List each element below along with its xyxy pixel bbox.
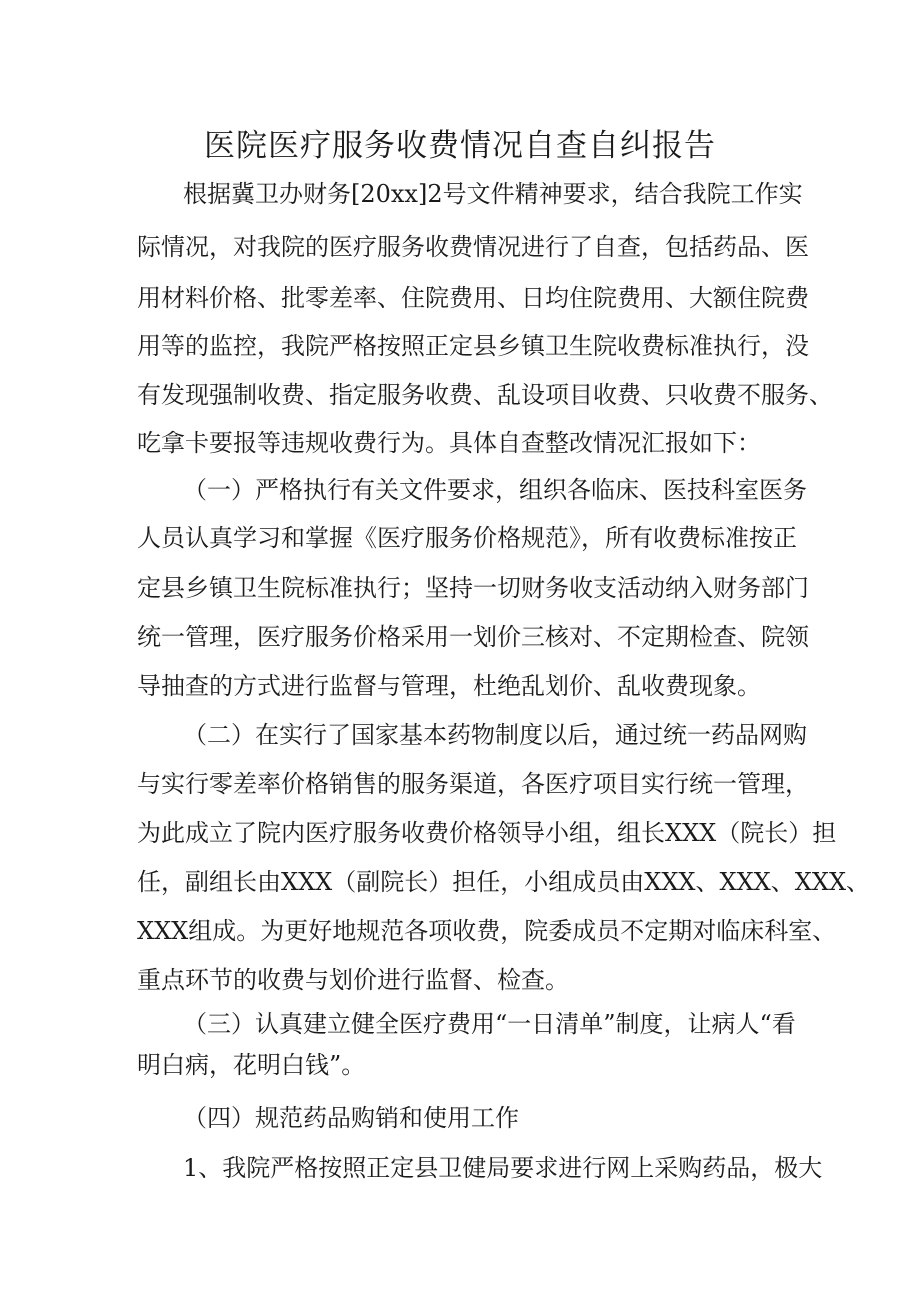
paragraph-line: 用等的监控，我院严格按照正定县乡镇卫生院收费标准执行，没 <box>137 332 809 360</box>
paragraph-line: 人员认真学习和掌握《医疗服务价格规范》，所有收费标准按正 <box>137 524 797 552</box>
paragraph-line: 统一管理，医疗服务价格采用一划价三核对、不定期检查、院领 <box>137 623 809 651</box>
paragraph-line: 用材料价格、批零差率、住院费用、日均住院费用、大额住院费 <box>137 284 809 312</box>
paragraph-line: 根据冀卫办财务[20xx]2号文件精神要求，结合我院工作实 <box>183 180 803 208</box>
paragraph-line: 有发现强制收费、指定服务收费、乱设项目收费、只收费不服务、 <box>137 381 833 409</box>
paragraph-line: 为此成立了院内医疗服务收费价格领导小组，组长XXX（院长）担 <box>137 819 837 847</box>
paragraph-line: 定县乡镇卫生院标准执行；坚持一切财务收支活动纳入财务部门 <box>137 574 809 602</box>
paragraph-line: 明白病，花明白钱”。 <box>137 1051 366 1079</box>
document-title: 医院医疗服务收费情况自查自纠报告 <box>204 128 716 164</box>
paragraph-line: 1、我院严格按照正定县卫健局要求进行网上采购药品，极大 <box>183 1154 823 1182</box>
paragraph-line: 重点环节的收费与划价进行监督、检查。 <box>137 966 569 994</box>
paragraph-line: （二）在实行了国家基本药物制度以后，通过统一药品网购 <box>183 721 807 749</box>
paragraph-line: 吃拿卡要报等违规收费行为。具体自查整改情况汇报如下： <box>137 429 761 457</box>
paragraph-line: 任，副组长由XXX（副院长）担任，小组成员由XXX、XXX、XXX、 <box>137 868 871 896</box>
paragraph-line: （三）认真建立健全医疗费用“一日清单”制度，让病人“看 <box>183 1010 796 1038</box>
paragraph-line: 导抽查的方式进行监督与管理，杜绝乱划价、乱收费现象。 <box>137 672 761 700</box>
paragraph-line: XXX组成。为更好地规范各项收费，院委成员不定期对临床科室、 <box>137 917 837 945</box>
paragraph-line: 际情况，对我院的医疗服务收费情况进行了自查，包括药品、医 <box>137 233 809 261</box>
paragraph-line: 与实行零差率价格销售的服务渠道，各医疗项目实行统一管理， <box>137 770 809 798</box>
paragraph-line: （一）严格执行有关文件要求，组织各临床、医技科室医务 <box>183 476 807 504</box>
section-heading: （四）规范药品购销和使用工作 <box>183 1104 519 1132</box>
